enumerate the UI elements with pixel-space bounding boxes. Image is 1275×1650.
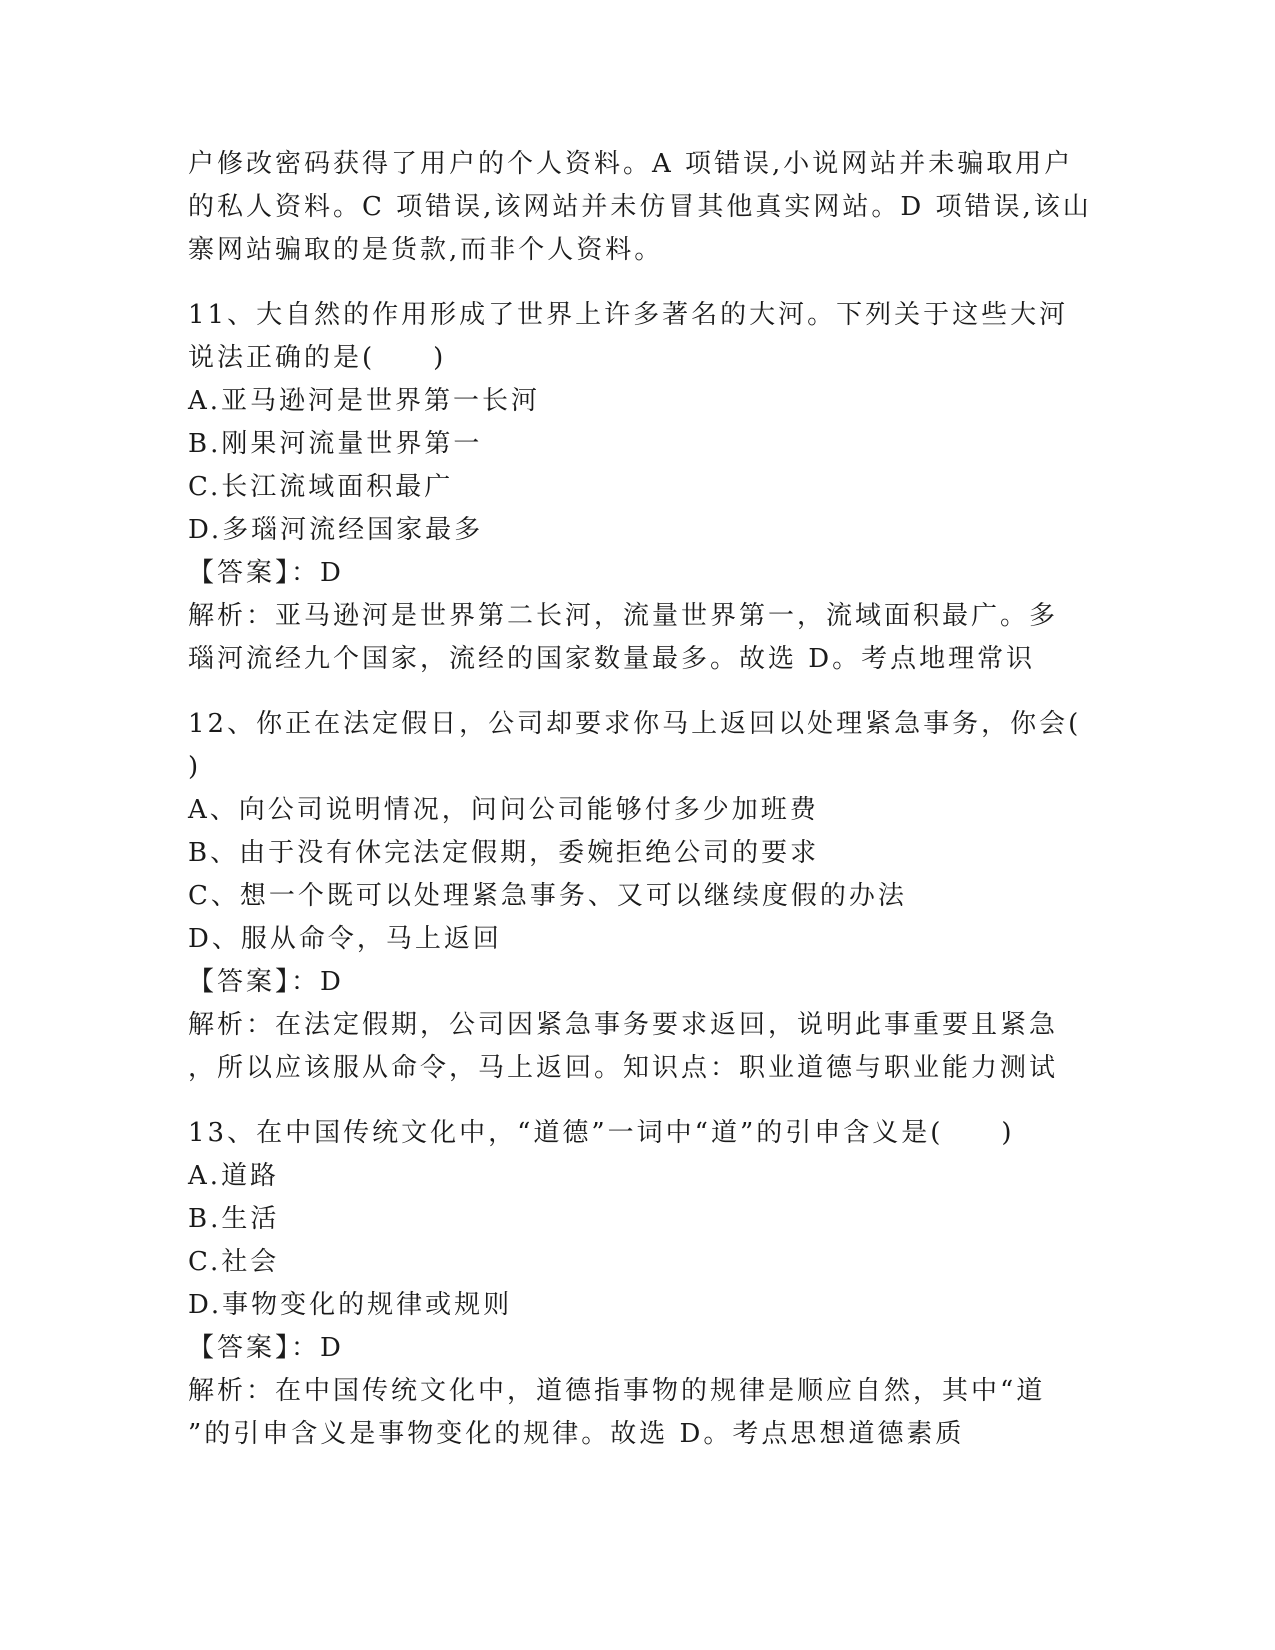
option-a: A、向公司说明情况，问问公司能够付多少加班费 xyxy=(188,795,819,825)
intro-paragraph xyxy=(188,143,1092,272)
option-b: B、由于没有休完法定假期，委婉拒绝公司的要求 xyxy=(188,838,820,868)
analysis-line: 瑙河流经九个国家，流经的国家数量最多。故选 D。考点地理常识 xyxy=(188,644,1036,674)
question-stem: 12、你正在法定假日，公司却要求你马上返回以处理紧急事务，你会( xyxy=(188,709,1082,739)
option-c: C.社会 xyxy=(188,1247,280,1277)
option-a: A.道路 xyxy=(188,1161,280,1191)
question-stem: 说法正确的是( ) xyxy=(188,343,447,373)
analysis-line: ，所以应该服从命令，马上返回。知识点：职业道德与职业能力测试 xyxy=(188,1053,1059,1083)
question-stem: 11、大自然的作用形成了世界上许多著名的大河。下列关于这些大河 xyxy=(188,300,1069,330)
option-a: A.亚马逊河是世界第一长河 xyxy=(188,386,541,416)
question-stem: ) xyxy=(188,752,202,782)
question-13 xyxy=(188,1112,1088,1456)
intro-line: 的私人资料。C 项错误,该网站并未仿冒其他真实网站。D 项错误,该山 xyxy=(188,192,1092,222)
page-content xyxy=(188,143,1092,1456)
option-c: C.长江流域面积最广 xyxy=(188,472,454,502)
analysis-line: 解析：亚马逊河是世界第二长河，流量世界第一，流域面积最广。多 xyxy=(188,601,1059,631)
analysis-line: 解析：在法定假期，公司因紧急事务要求返回，说明此事重要且紧急 xyxy=(188,1010,1059,1040)
question-stem: 13、在中国传统文化中，“道德”一词中“道”的引申含义是( ) xyxy=(188,1118,1015,1148)
question-12 xyxy=(188,703,1088,1090)
question-11 xyxy=(188,294,1088,681)
option-c: C、想一个既可以处理紧急事务、又可以继续度假的办法 xyxy=(188,881,907,911)
option-d: D.多瑙河流经国家最多 xyxy=(188,515,484,545)
answer: 【答案】：D xyxy=(188,1333,344,1363)
analysis-line: ”的引申含义是事物变化的规律。故选 D。考点思想道德素质 xyxy=(188,1419,965,1449)
intro-line: 寨网站骗取的是货款,而非个人资料。 xyxy=(188,235,664,265)
option-d: D.事物变化的规律或规则 xyxy=(188,1290,513,1320)
option-d: D、服从命令，马上返回 xyxy=(188,924,502,954)
intro-line: 户修改密码获得了用户的个人资料。A 项错误,小说网站并未骗取用户 xyxy=(188,149,1074,179)
answer: 【答案】：D xyxy=(188,967,344,997)
option-b: B.刚果河流量世界第一 xyxy=(188,429,483,459)
analysis-line: 解析：在中国传统文化中，道德指事物的规律是顺应自然，其中“道 xyxy=(188,1376,1046,1406)
answer: 【答案】：D xyxy=(188,558,344,588)
option-b: B.生活 xyxy=(188,1204,280,1234)
